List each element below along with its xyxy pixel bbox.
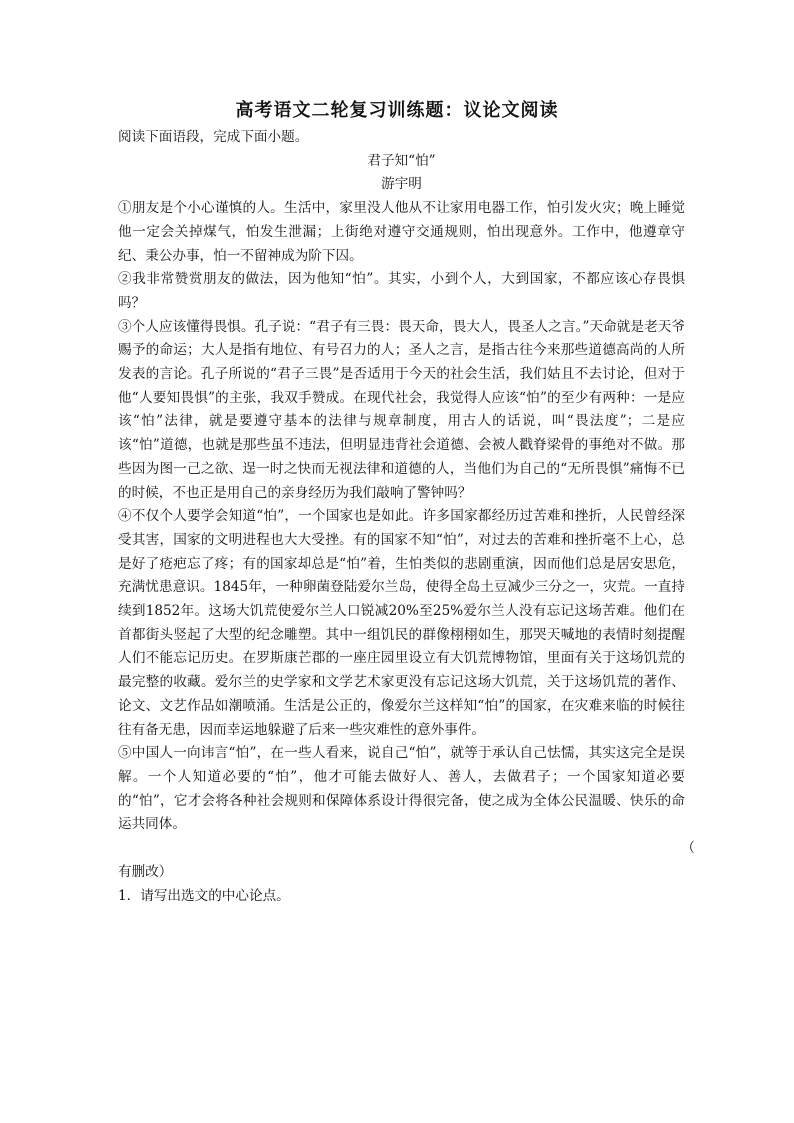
paragraph-4: ④不仅个人要学会知道“怕”，一个国家也是如此。许多国家都经历过苦难和挫折，人民曾经深受其害，国家的文明进程也大大受挫。有的国家不知“怕”，对过去的苦难和挫折毫不上心，总是好了疮疤忘了疼；有的国家却总是“怕”着，生怕类似的悲剧重演，因而他们总是居安思危，充满忧患意识。1845年，一种卵菌登陆爱尔兰岛，使得全岛土豆减少三分之一，灾荒。一直持续到1852年。这场大饥荒使爱尔兰人口锐减20%至25%爱尔兰人没有忘记这场苦难。他们在首都街头竖起了大型的纪念雕塑。其中一组饥民的群像栩栩如生，那哭天喊地的表情时刻提醒人们不能忘记历史。在罗斯康芒郡的一座庄园里设立有大饥荒博物馆，里面有关于这场饥荒的最完整的收藏。爱尔兰的史学家和文学艺术家更没有忘记这场大饥荒，关于这场饥荒的著作、论文、文艺作品如潮喷涌。生活是公正的，像爱尔兰这样知“怕”的国家，在灾难来临的时候往往有备无患，因而幸运地躲避了后来一些灾难性的意外事件。 [118, 508, 685, 738]
source-note-open: （ [681, 840, 695, 857]
article-title: 君子知“怕” [367, 152, 436, 169]
document-body [118, 126, 695, 908]
source-note-close: 有删改） [118, 863, 173, 880]
article-author: 游宇明 [381, 176, 422, 193]
paragraph-3: ③个人应该懂得畏惧。孔子说：“君子有三畏：畏天命，畏大人，畏圣人之言。”天命就是老天爷赐予的命运；大人是指有地位、有号召力的人；圣人之言，是指古往今来那些道德高尚的人所发表的言论。孔子所说的“君子三畏”是否适用于今天的社会生活，我们姑且不去讨论，但对于他“人要知畏惧”的主张，我双手赞成。在现代社会，我觉得人应该“怕”的至少有两种：一是应该“怕”法律，就是要遵守基本的法律与规章制度，用古人的话说，叫“畏法度”；二是应该“怕”道德，也就是那些虽不违法，但明显违背社会道德、会被人戳脊梁骨的事绝对不做。那些因为图一己之欲、逞一时之快而无视法律和道德的人，当他们为自己的“无所畏惧”痛悔不已的时候，不也正是用自己的亲身经历为我们敲响了警钟吗？ [118, 318, 685, 501]
paragraph-2: ②我非常赞赏朋友的做法，因为他知“怕”。其实，小到个人，大到国家，不都应该心存畏惧吗？ [118, 271, 685, 311]
question-1: 1．请写出选文的中心论点。 [118, 887, 290, 904]
paragraph-5: ⑤中国人一向讳言“怕”，在一些人看来，说自己“怕”，就等于承认自己怯懦，其实这完全是误解。一个人知道必要的“怕”，他才可能去做好人、善人，去做君子；一个国家知道必要的“怕”，它才会将各种社会规则和保障体系设计得很完备，使之成为全体公民温暖、快乐的命运共同体。 [118, 745, 685, 833]
instruction-text: 阅读下面语段，完成下面小题。 [118, 129, 309, 145]
paragraph-1: ①朋友是个小心谨慎的人。生活中，家里没人他从不让家用电器工作，怕引发火灾；晚上睡觉他一定会关掉煤气，怕发生泄漏；上街绝对遵守交通规则，怕出现意外。工作中，他遵章守纪、秉公办事，怕一不留神成为阶下囚。 [118, 200, 685, 264]
document-title: 高考语文二轮复习训练题：议论文阅读 [235, 100, 559, 121]
